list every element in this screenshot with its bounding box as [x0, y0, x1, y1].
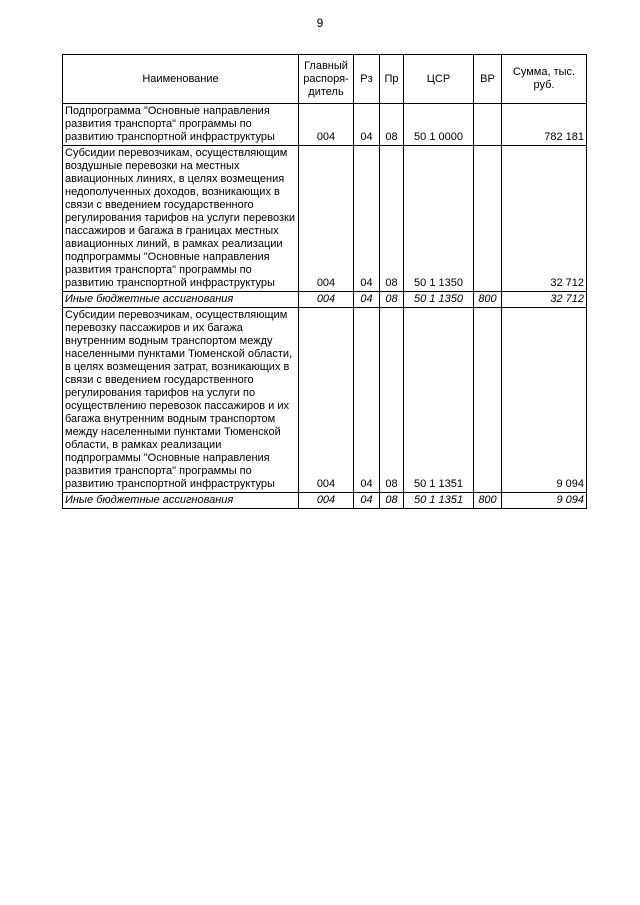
table-header-row — [63, 55, 587, 104]
budget-table — [62, 54, 587, 509]
row-rz: 04 — [354, 104, 380, 146]
table-row — [63, 493, 587, 509]
row-rz: 04 — [354, 493, 380, 509]
table-row — [63, 308, 587, 493]
row-admin: 004 — [299, 292, 354, 308]
row-name: Подпрограмма "Основные направления развития транспорта" программы по развитию транспортной инфраструктуры — [63, 104, 299, 146]
row-admin: 004 — [299, 146, 354, 292]
header-rz: Рз — [354, 55, 380, 104]
row-csr: 50 1 0000 — [404, 104, 474, 146]
header-sum: Сумма, тыс. руб. — [502, 55, 587, 104]
row-vr: 800 — [474, 493, 502, 509]
row-rz: 04 — [354, 308, 380, 493]
row-admin: 004 — [299, 493, 354, 509]
header-admin: Главный распоря-дитель — [299, 55, 354, 104]
row-csr: 50 1 1351 — [404, 493, 474, 509]
row-pr: 08 — [380, 292, 404, 308]
row-csr: 50 1 1350 — [404, 146, 474, 292]
header-name: Наименование — [63, 55, 299, 104]
row-sum: 32 712 — [502, 292, 587, 308]
row-rz: 04 — [354, 146, 380, 292]
row-sum: 9 094 — [502, 308, 587, 493]
header-csr: ЦСР — [404, 55, 474, 104]
row-vr — [474, 308, 502, 493]
header-pr: Пр — [380, 55, 404, 104]
row-pr: 08 — [380, 104, 404, 146]
row-rz: 04 — [354, 292, 380, 308]
row-vr — [474, 146, 502, 292]
row-pr: 08 — [380, 308, 404, 493]
row-admin: 004 — [299, 308, 354, 493]
header-vr: ВР — [474, 55, 502, 104]
row-name: Иные бюджетные ассигнования — [63, 292, 299, 308]
row-sum: 782 181 — [502, 104, 587, 146]
row-sum: 32 712 — [502, 146, 587, 292]
row-vr: 800 — [474, 292, 502, 308]
table-row — [63, 146, 587, 292]
row-admin: 004 — [299, 104, 354, 146]
row-pr: 08 — [380, 146, 404, 292]
row-name: Иные бюджетные ассигнования — [63, 493, 299, 509]
row-pr: 08 — [380, 493, 404, 509]
row-vr — [474, 104, 502, 146]
table-row — [63, 104, 587, 146]
row-name: Субсидии перевозчикам, осуществляющим перевозку пассажиров и их багажа внутренним водным транспортом между населенными пунктами Тюменской области, в целях возмещения затрат, возникающих в связи с введением государственного регулирования тарифов на услуги по осуществлению перевозок пассажиров и их багажа внутренним водным транспортом между населенными пунктами Тюменской области, в рамках реализации подпрограммы "Основные направления развития транспорта" программы по развитию транспортной инфраструктуры — [63, 308, 299, 493]
row-name: Субсидии перевозчикам, осуществляющим воздушные перевозки на местных авиационных линиях, в целях возмещения недополученных доходов, возникающих в связи с введением государственного регулирования тарифов на услуги перевозки пассажиров и багажа в границах местных авиационных линий, в рамках реализации подпрограммы "Основные направления развития транспорта" программы по развитию транспортной инфраструктуры — [63, 146, 299, 292]
row-csr: 50 1 1350 — [404, 292, 474, 308]
table-row — [63, 292, 587, 308]
row-sum: 9 094 — [502, 493, 587, 509]
row-csr: 50 1 1351 — [404, 308, 474, 493]
page-number: 9 — [316, 16, 324, 30]
